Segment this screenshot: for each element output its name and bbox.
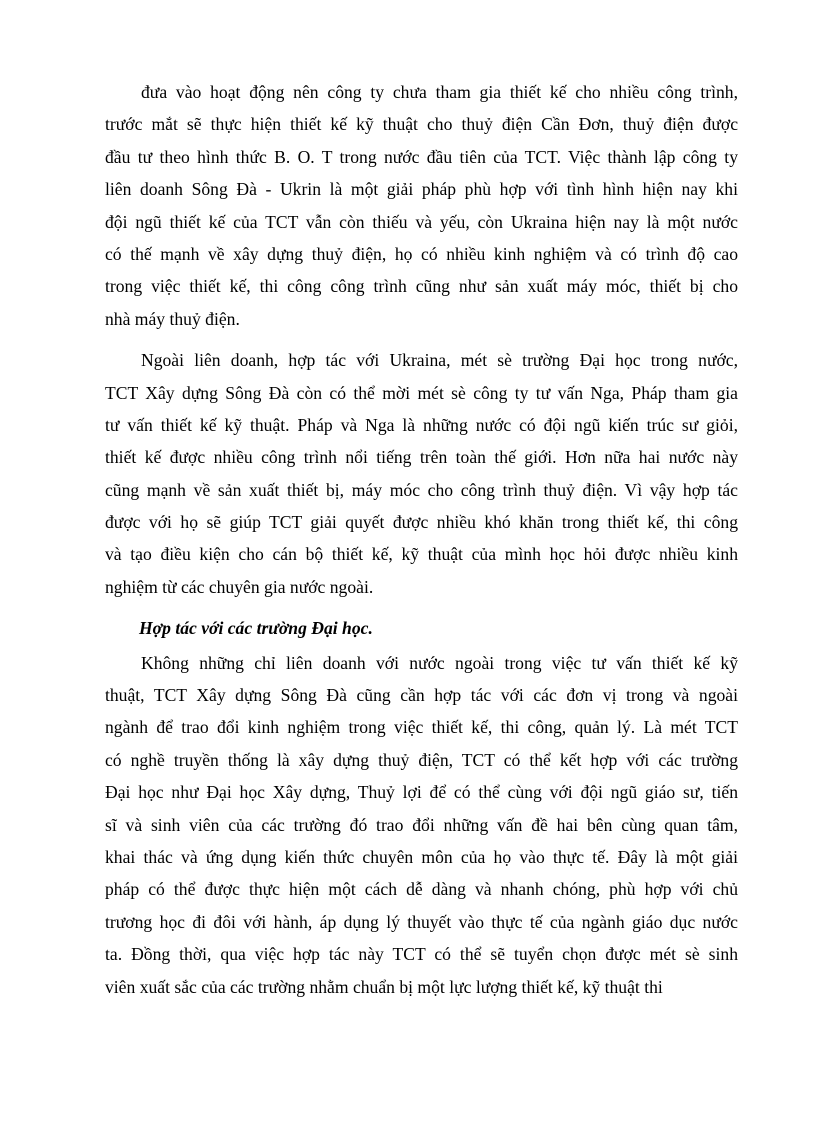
paragraph-spacing	[105, 335, 738, 344]
text-line: TCT Xây dựng Sông Đà còn có thể mời mét sè công ty tư vấn Nga, Pháp tham gia	[105, 382, 738, 403]
text-line: Ngoài liên doanh, hợp tác với Ukraina, mét sè trường Đại học trong nước,	[141, 350, 738, 371]
text-line: nhà máy thuỷ điện.	[105, 308, 240, 329]
text-line: Không những chỉ liên doanh với nước ngoài trong việc tư vấn thiết kế kỹ	[141, 652, 738, 673]
paragraph-2	[105, 344, 738, 603]
text-line: tư vấn thiết kế kỹ thuật. Pháp và Nga là những nước có đội ngũ kiến trúc sư giỏi,	[105, 414, 738, 435]
text-line: khai thác và ứng dụng kiến thức chuyên môn của họ vào thực tế. Đây là một giải	[105, 846, 738, 867]
text-line: liên doanh Sông Đà - Ukrin là một giải pháp phù hợp với tình hình hiện nay khi	[105, 179, 738, 200]
text-line: thuật, TCT Xây dựng Sông Đà cũng cần hợp tác với các đơn vị trong và ngoài	[105, 685, 738, 706]
text-line: pháp có thể được thực hiện một cách dễ dàng và nhanh chóng, phù hợp với chủ	[105, 879, 738, 900]
text-line: có thế mạnh về xây dựng thuỷ điện, họ có nhiều kinh nghiệm và có trình độ cao	[105, 243, 738, 264]
text-line: có nghề truyền thống là xây dựng thuỷ điện, TCT có thể kết hợp với các trường	[105, 749, 738, 770]
text-line: ta. Đồng thời, qua việc hợp tác này TCT có thể sẽ tuyển chọn được mét sè sinh	[105, 944, 738, 965]
text-line: đội ngũ thiết kế của TCT vẫn còn thiếu và yếu, còn Ukraina hiện nay là một nước	[105, 211, 738, 232]
paragraph-1	[105, 76, 738, 335]
text-line: đưa vào hoạt động nên công ty chưa tham gia thiết kế cho nhiều công trình,	[141, 82, 738, 102]
text-line: được với họ sẽ giúp TCT giải quyết được nhiều khó khăn trong thiết kế, thi công	[105, 512, 738, 533]
text-line: sĩ và sinh viên của các trường đó trao đổi những vấn đề hai bên cùng quan tâm,	[105, 814, 738, 835]
text-line: nghiệm từ các chuyên gia nước ngoài.	[105, 576, 374, 597]
text-line: Đại học như Đại học Xây dựng, Thuỷ lợi để có thể cùng với đội ngũ giáo sư, tiến	[105, 782, 738, 803]
text-line: đầu tư theo hình thức B. O. T trong nước đầu tiên của TCT. Việc thành lập công ty	[105, 146, 738, 167]
text-line: trước mắt sẽ thực hiện thiết kế kỹ thuật cho thuỷ điện Cần Đơn, thuỷ điện được	[105, 114, 738, 135]
text-line: ngành để trao đổi kinh nghiệm trong việc thiết kế, thi công, quản lý. Là mét TCT	[105, 717, 738, 738]
text-line: và tạo điều kiện cho cán bộ thiết kế, kỹ thuật của mình học hỏi được nhiều kinh	[105, 544, 738, 565]
text-line: trong việc thiết kế, thi công công trình cũng như sản xuất máy móc, thiết bị cho	[105, 276, 738, 297]
text-line: viên xuất sắc của các trường nhằm chuẩn bị một lực lượng thiết kế, kỹ thuật thi	[105, 976, 663, 997]
paragraph-spacing	[105, 603, 738, 612]
text-line: trương học đi đôi với hành, áp dụng lý thuyết vào thực tế của ngành giáo dục nước	[105, 911, 738, 932]
paragraph-3	[105, 647, 738, 1003]
document-page	[105, 76, 738, 1003]
text-line: cũng mạnh về sản xuất thiết bị, máy móc cho công trình thuỷ điện. Vì vậy hợp tác	[105, 479, 738, 500]
text-line: thiết kế được nhiều công trình nổi tiếng trên toàn thế giới. Hơn nữa hai nước này	[105, 447, 738, 468]
section-heading: Hợp tác với các trường Đại học.	[139, 618, 373, 639]
